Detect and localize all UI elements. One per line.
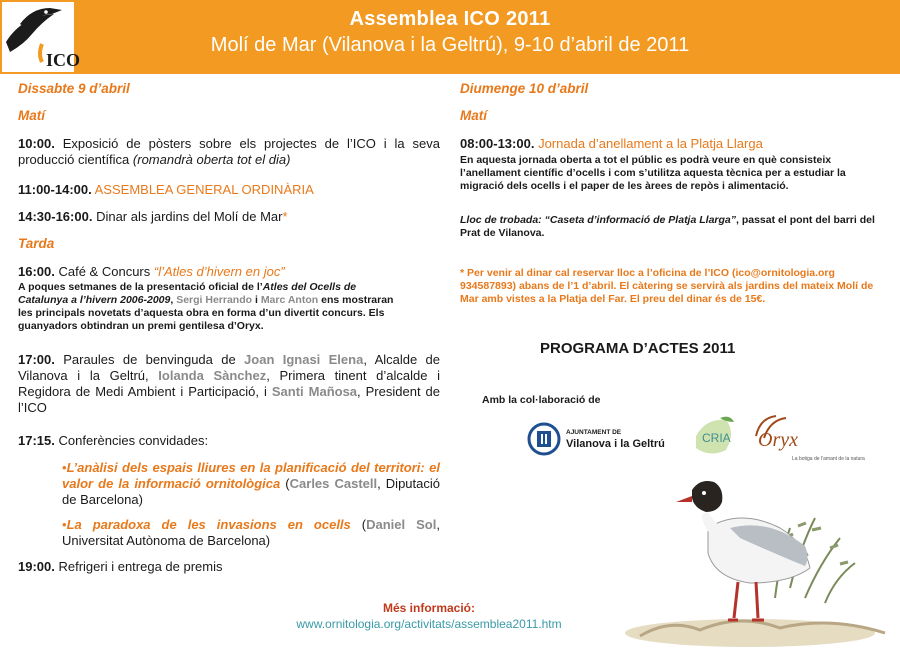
event-contest bbox=[18, 264, 440, 280]
event-text: , Alcalde de Vilanova i la Geltrú, bbox=[18, 352, 441, 383]
sunday-heading: Diumenge 10 d’abril bbox=[460, 81, 589, 96]
ajuntament-logo-icon bbox=[529, 424, 559, 454]
meeting-place: “Caseta d’informació de Platja Llarga” bbox=[541, 214, 736, 226]
person-name: Santi Mañosa bbox=[271, 384, 358, 399]
event-text: , Primera tinent d’alcalde i Regidora de Medi Ambient i Participació, i bbox=[18, 368, 440, 399]
speaker-name: Carles Castell bbox=[289, 476, 378, 491]
event-text: Conferències convidades: bbox=[54, 433, 209, 448]
speaker-name: Daniel Sol bbox=[366, 517, 437, 532]
oryx-text: Oryx bbox=[758, 429, 798, 451]
conference-text: ( bbox=[350, 517, 367, 532]
lunch-note: * Per venir al dinar cal reservar lloc a l’oficina de l’ICO (ico@ornitologia.org 934587893) abans de l’1 d’abril. El càtering se servirà als jardins del mateix Molí de Mar amb vistes a la Platja del Far. El preu del dinar és de 15€. bbox=[460, 267, 874, 305]
event-conferences bbox=[18, 433, 440, 449]
event-text: Paraules de benvinguda de bbox=[54, 352, 245, 367]
person-name: Sergi Herrando bbox=[176, 294, 253, 306]
person-name: Joan Ignasi Elena bbox=[244, 352, 364, 367]
page-title: Assemblea ICO 2011 bbox=[349, 8, 551, 30]
event-time: 10:00. bbox=[18, 136, 55, 151]
oryx-tagline: La botiga de l’amant de la natura bbox=[792, 456, 865, 462]
meeting-point bbox=[460, 214, 885, 240]
event-assembly bbox=[18, 182, 440, 198]
bullet: • bbox=[62, 517, 67, 532]
event-time: 14:30-16:00. bbox=[18, 209, 93, 224]
atlas-title: Atles del Ocells de Catalunya a l’hivern 2006-2009 bbox=[18, 281, 357, 306]
contest-title: “l’Atles d’hivern en joc” bbox=[153, 264, 285, 279]
cria-text: CRIA bbox=[702, 431, 731, 445]
event-welcome bbox=[18, 352, 440, 416]
event-time: 11:00-14:00. bbox=[18, 182, 92, 197]
conference-2 bbox=[62, 517, 440, 549]
program-title: PROGRAMA D’ACTES 2011 bbox=[540, 340, 736, 357]
saturday-heading: Dissabte 9 d’abril bbox=[18, 81, 130, 96]
person-name: Marc Anton bbox=[260, 294, 319, 306]
speaker-affiliation: , Diputació de Barcelona) bbox=[62, 476, 440, 507]
header-banner bbox=[0, 0, 900, 74]
saturday-morning-heading: Matí bbox=[18, 108, 45, 123]
event-text: Refrigeri i entrega de premis bbox=[54, 559, 223, 574]
ajuntament-line1: AJUNTAMENT DE bbox=[566, 429, 622, 436]
more-info-label: Més informació: bbox=[382, 601, 475, 615]
more-info-link[interactable]: www.ornitologia.org/activitats/assemblea2011.htm bbox=[296, 617, 562, 631]
page-subtitle: Molí de Mar (Vilanova i la Geltrú), 9-10 d’abril de 2011 bbox=[210, 34, 690, 56]
event-time: 19:00. bbox=[18, 559, 55, 574]
event-lunch bbox=[18, 209, 440, 225]
event-ringing bbox=[460, 136, 885, 152]
event-text: Jornada d’anellament a la Platja Llarga bbox=[534, 136, 763, 151]
meeting-text: , passat el pont del barri del Prat de Vilanova. bbox=[460, 214, 875, 239]
speaker-affiliation: , Universitat Autònoma de Barcelona) bbox=[62, 517, 440, 548]
event-text: Café & Concurs bbox=[54, 264, 154, 279]
desc-text: ens mostraran les principals novetats d’aquesta obra en forma d’un divertit concurs. Els guanyadors obtindran un premi gentilesa d’Oryx. bbox=[18, 294, 394, 332]
contest-description bbox=[18, 281, 398, 333]
conference-1 bbox=[62, 460, 440, 508]
desc-text: A poques setmanes de la presentació oficial de l’ bbox=[18, 281, 263, 293]
partner-logos bbox=[520, 414, 865, 470]
event-text: , President de l’ICO bbox=[18, 384, 440, 415]
event-note: (romandrà oberta tot el dia) bbox=[132, 152, 291, 167]
saturday-afternoon-heading: Tarda bbox=[18, 236, 55, 251]
desc-text: i bbox=[252, 294, 261, 306]
event-time: 08:00-13:00. bbox=[460, 136, 535, 151]
meeting-label: Lloc de trobada: bbox=[460, 214, 542, 226]
ringing-description: En aquesta jornada oberta a tot el públic es podrà veure en què consisteix l’anellament científic d’ocells i com s’utilitza aquesta tècnica per a estudiar la migració dels ocells i el paper de les àrees de repòs i alimentació. bbox=[460, 154, 846, 192]
event-posters bbox=[18, 136, 440, 168]
collaboration-label: Amb la col·laboració de bbox=[482, 394, 601, 406]
conference-text: ( bbox=[280, 476, 290, 491]
ajuntament-line2: Vilanova i la Geltrú bbox=[566, 438, 665, 450]
sunday-morning-heading: Matí bbox=[460, 108, 487, 123]
footnote-star: * bbox=[282, 209, 288, 224]
bullet: • bbox=[62, 460, 67, 475]
event-text: Exposició de pòsters sobre els projectes de l’ICO i la seva producció científica bbox=[18, 136, 440, 167]
event-text: ASSEMBLEA GENERAL ORDINÀRIA bbox=[94, 182, 314, 197]
person-name: Iolanda Sànchez bbox=[158, 368, 267, 383]
event-time: 17:15. bbox=[18, 433, 55, 448]
event-time: 17:00. bbox=[18, 352, 55, 367]
conference-title: La paradoxa de les invasions en ocells bbox=[66, 517, 351, 532]
logo-text: ICO bbox=[46, 50, 81, 70]
conference-title: L’anàlisi dels espais lliures en la planificació del territori: el valor de la informació ornitològica bbox=[62, 460, 440, 491]
desc-text: , bbox=[170, 294, 177, 306]
event-text: Dinar als jardins del Molí de Mar bbox=[92, 209, 283, 224]
event-time: 16:00. bbox=[18, 264, 55, 279]
event-awards bbox=[18, 559, 440, 575]
